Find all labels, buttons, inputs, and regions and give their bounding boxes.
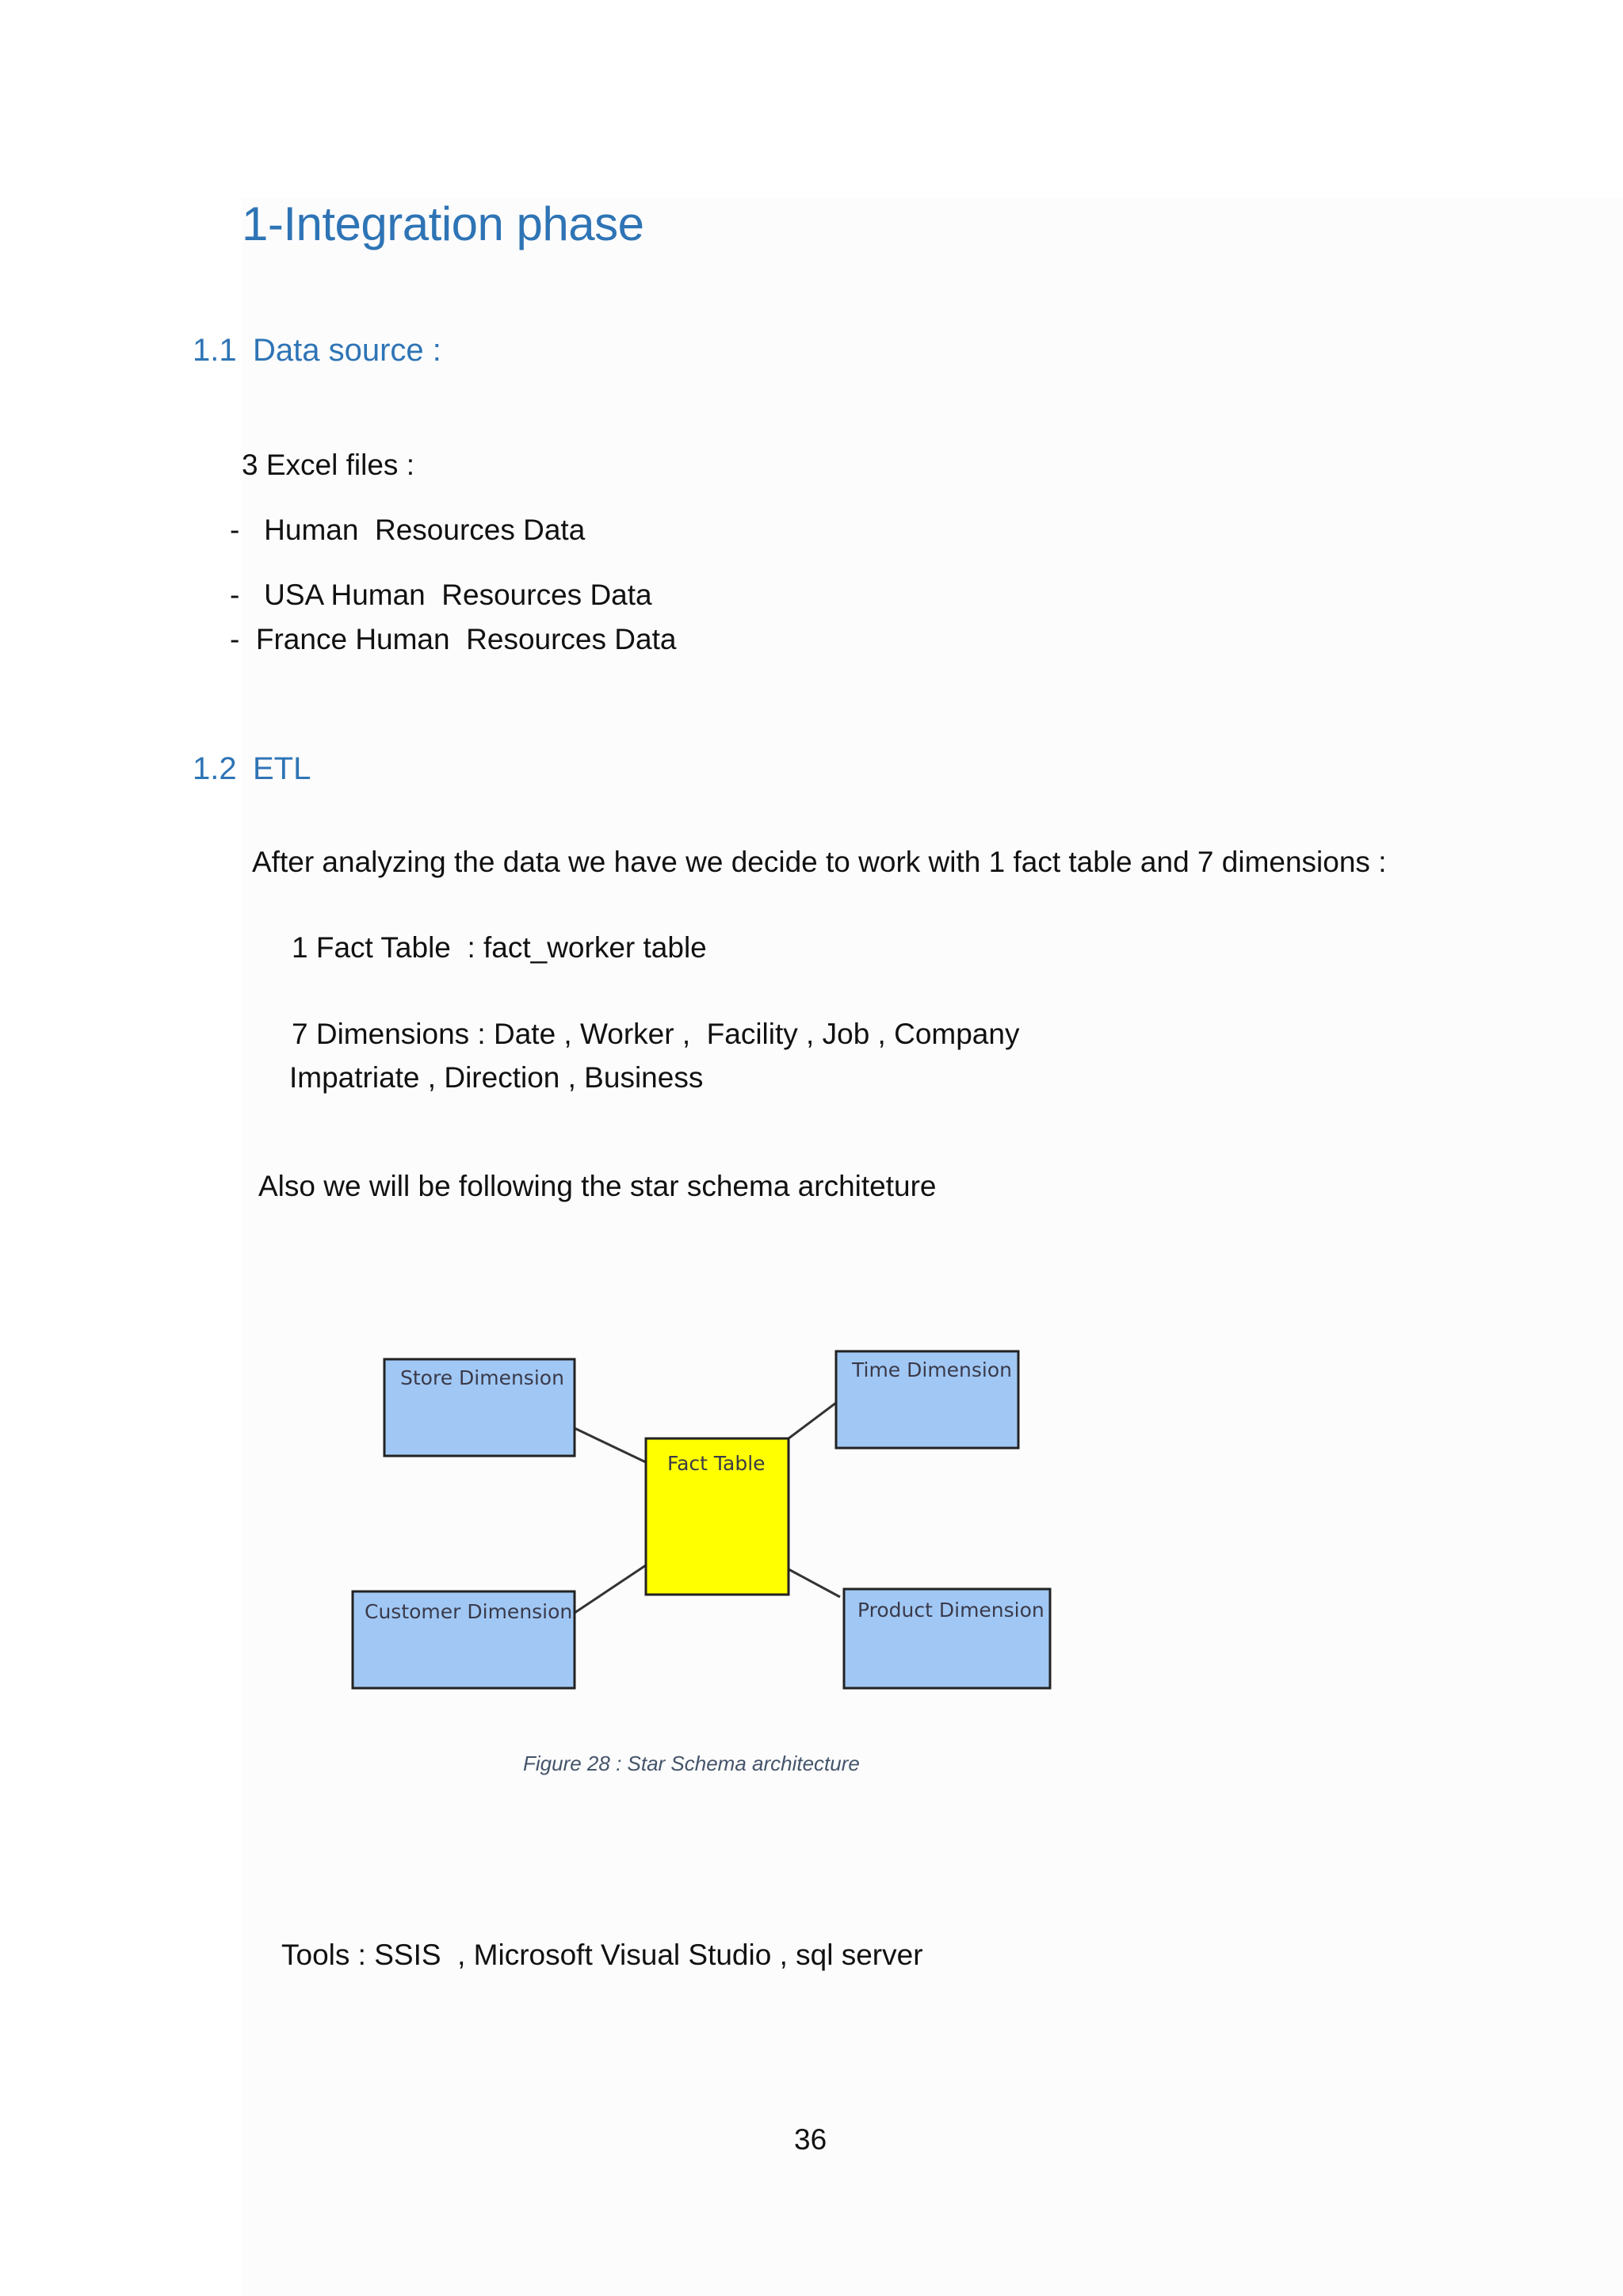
product-dimension-box <box>844 1589 1050 1688</box>
fact-table-label: Fact Table <box>667 1452 766 1475</box>
fact-table-box <box>646 1438 789 1595</box>
connector-product-fact <box>789 1569 840 1597</box>
store-dimension-label: Store Dimension <box>400 1366 564 1389</box>
section-heading-data-source <box>193 333 441 369</box>
dimensions-line: 7 Dimensions : Date , Worker , Facility , Job , Company <box>292 1018 1020 1050</box>
section-number: 1.1 <box>193 333 237 368</box>
section-number: 1.2 <box>193 751 237 786</box>
schema-note: Also we will be following the star schema architeture <box>258 1170 937 1202</box>
customer-dimension-label: Customer Dimension <box>365 1600 573 1623</box>
store-dimension-box <box>384 1359 575 1456</box>
tools-line: Tools : SSIS , Microsoft Visual Studio , sql server <box>281 1939 923 1971</box>
section-title: ETL <box>253 751 311 786</box>
file-list-item: - Human Resources Data <box>230 514 586 546</box>
connector-customer-fact <box>575 1565 646 1613</box>
file-list-item: - France Human Resources Data <box>230 623 677 655</box>
time-dimension-label: Time Dimension <box>852 1358 1013 1381</box>
file-list-item: - USA Human Resources Data <box>230 579 652 611</box>
page-number: 36 <box>794 2123 827 2156</box>
connector-store-fact <box>575 1428 646 1462</box>
customer-dimension-box <box>353 1591 575 1688</box>
connector-time-fact <box>789 1403 836 1438</box>
dimensions-line-continued: Impatriate , Direction , Business <box>289 1061 704 1094</box>
figure-caption: Figure 28 : Star Schema architecture <box>523 1752 860 1775</box>
section-title: Data source : <box>253 333 441 368</box>
star-schema-diagram <box>333 1331 1062 1744</box>
etl-intro: After analyzing the data we have we decide to work with 1 fact table and 7 dimensions : <box>252 846 1387 878</box>
section-heading-etl <box>193 751 311 787</box>
data-source-intro: 3 Excel files : <box>242 449 414 481</box>
fact-table-line: 1 Fact Table : fact_worker table <box>292 931 707 964</box>
chapter-heading: 1-Integration phase <box>242 197 644 250</box>
time-dimension-box <box>836 1351 1018 1448</box>
product-dimension-label: Product Dimension <box>857 1599 1044 1622</box>
